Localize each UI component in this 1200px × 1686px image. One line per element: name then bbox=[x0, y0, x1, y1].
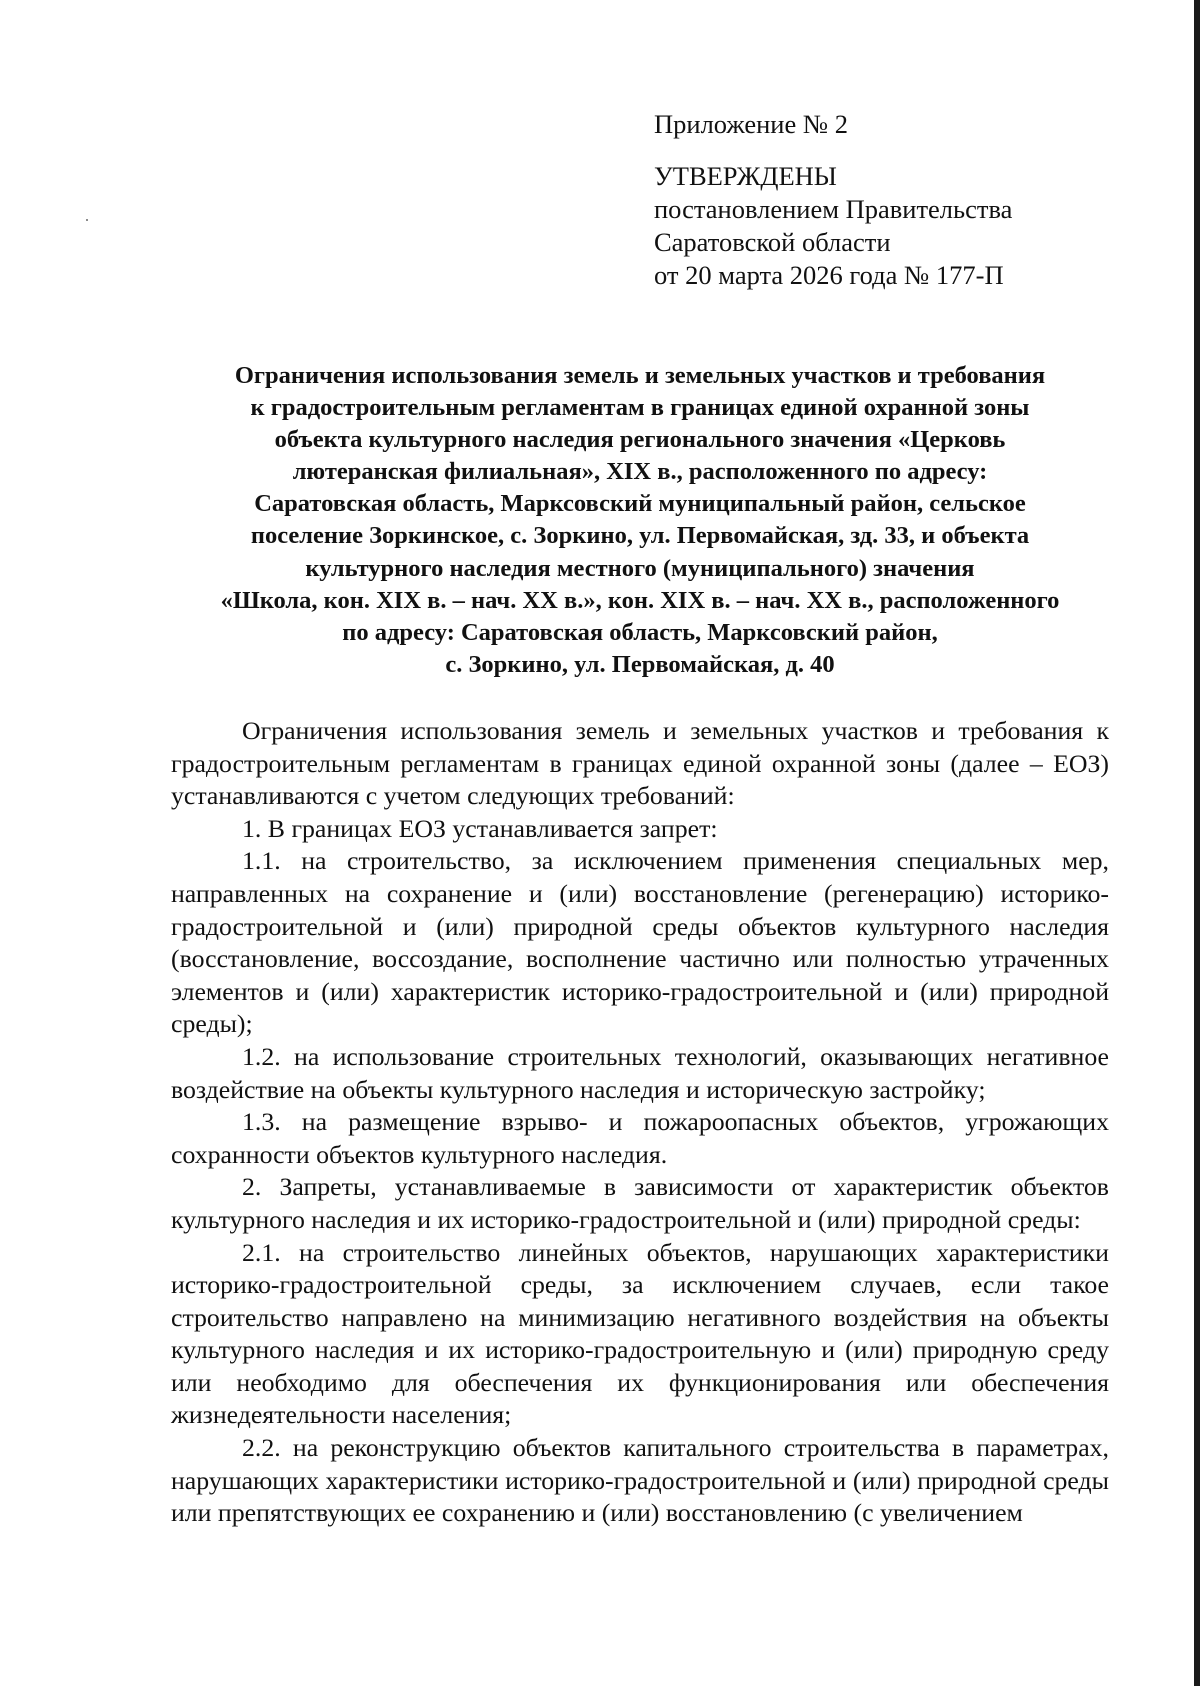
title-line: поселение Зоркинское, с. Зоркино, ул. Первомайская, зд. 33, и объекта bbox=[250, 522, 1030, 550]
title-line: Саратовская область, Марксовский муниципальный район, сельское bbox=[254, 490, 1026, 518]
approval-line-2: Саратовской области bbox=[654, 227, 891, 257]
clause-2-2: 2.2. на реконструкцию объектов капитального строительства в параметрах, нарушающих характеристики историко-градостроительной и (или) природной среды или препятствующих ее сохранению и (или) восстановлению (с увеличением bbox=[171, 1433, 1109, 1528]
document-body bbox=[171, 715, 1109, 1530]
title-line: «Школа, кон. XIX в. – нач. XX в.», кон. XIX в. – нач. XX в., расположенного bbox=[220, 586, 1060, 614]
title-line: лютеранская филиальная», XIX в., расположенного по адресу: bbox=[292, 458, 988, 486]
title-line: по адресу: Саратовская область, Марксовский район, bbox=[342, 618, 938, 646]
document-title bbox=[160, 360, 1120, 681]
scan-edge-border bbox=[1194, 0, 1200, 1686]
approval-block bbox=[654, 108, 1154, 292]
appendix-number: Приложение № 2 bbox=[654, 109, 849, 139]
clause-1-2: 1.2. на использование строительных технологий, оказывающих негативное воздействие на объекты культурного наследия и историческую застройку; bbox=[171, 1041, 1109, 1104]
scan-speck bbox=[86, 219, 88, 221]
clause-1: 1. В границах ЕОЗ устанавливается запрет: bbox=[242, 813, 718, 843]
title-line: с. Зоркино, ул. Первомайская, д. 40 bbox=[445, 650, 835, 678]
clause-2-1: 2.1. на строительство линейных объектов, нарушающих характеристики историко-градостроительной среды, за исключением случаев, если такое строительство направлено на минимизацию негативного воздействия на объекты культурного наследия и их историко-градостроительную и (или) природную среду или необходимо для обеспечения их функционирования или обеспечения жизнедеятельности населения; bbox=[171, 1237, 1109, 1430]
approval-line-3: от 20 марта 2026 года № 177-П bbox=[654, 260, 1004, 290]
title-line: культурного наследия местного (муниципального) значения bbox=[305, 554, 975, 582]
clause-1-3: 1.3. на размещение взрыво- и пожароопасных объектов, угрожающих сохранности объектов культурного наследия. bbox=[171, 1107, 1109, 1169]
title-line: объекта культурного наследия регионального значения «Церковь bbox=[274, 426, 1006, 454]
title-line: Ограничения использования земель и земельных участков и требования bbox=[234, 362, 1046, 389]
intro-paragraph: Ограничения использования земель и земельных участков и требования к градостроительным регламентам в границах единой охранной зоны (далее – ЕОЗ) устанавливаются с учетом следующих требований: bbox=[171, 716, 1109, 811]
clause-2: 2. Запреты, устанавливаемые в зависимости от характеристик объектов культурного наследия и их историко-градостроительной и (или) природной среды: bbox=[171, 1172, 1109, 1234]
clause-1-1: 1.1. на строительство, за исключением применения специальных мер, направленных на сохранение и (или) восстановление (регенерацию) историко-градостроительной и (или) природной среды объектов культурного наследия (восстановление, воссоздание, восполнение частично или полностью утраченных элементов и (или) характеристик историко-градостроительной и (или) природной среды); bbox=[171, 846, 1109, 1039]
approved-heading: УТВЕРЖДЕНЫ bbox=[654, 161, 837, 191]
approval-line-1: постановлением Правительства bbox=[654, 194, 1013, 224]
title-line: к градостроительным регламентам в границах единой охранной зоны bbox=[250, 394, 1030, 422]
